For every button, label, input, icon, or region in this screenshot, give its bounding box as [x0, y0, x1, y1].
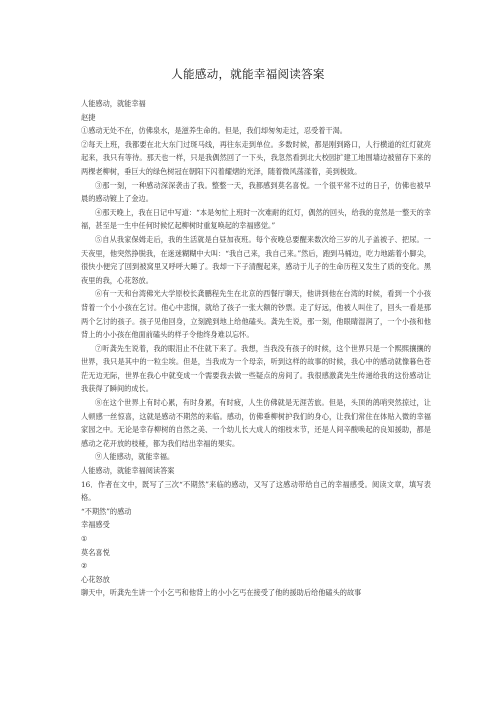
document-title: 人能感动，就能幸福阅读答案 — [171, 67, 325, 81]
paragraph: ①感动无处不在，仿佛泉水，是滋养生命的。但是，我们却匆匆走过，忍受着干渴。 — [81, 126, 347, 136]
paragraph: ⑦听龚先生说着，我的眼泪止不住就下来了。我想，当我没有孩子的时候，这个世界只是一个熙熙攘攘的世界，我只是其中的一粒尘埃。但是，当我成为一个母亲，听到这样的故事的时候，我心中的感动就像暮色苍茫无边无际，世界在我心中就变成一个需要我去做一些疑点的房间了。我很感激龚先生传递给我的这份感动让我获得了瞬间的成长。 — [81, 343, 431, 394]
paragraph: 莫名喜悦 — [81, 547, 110, 557]
document-body — [81, 97, 431, 600]
paragraph: 幸福感受 — [81, 520, 110, 530]
paragraph: ④那天晚上，我在日记中写道：“本是匆忙上班时一次难耐的红灯，偶然的回头，给我的竟然是一整天的幸福，甚至是一生中任何时候忆起柳树时重复唤起的幸福感觉。” — [81, 207, 431, 231]
paragraph: ② — [81, 561, 88, 571]
paragraph: 人能感动，就能幸福阅读答案 — [81, 466, 175, 476]
paragraph: 赵捷 — [81, 112, 96, 122]
paragraph: 16．作者在文中，既写了三次“不期然”来临的感动，又写了这感动带给自己的幸福感受。阅读文章，填写表格。 — [81, 479, 431, 503]
paragraph: 心花怒放 — [81, 574, 110, 584]
paragraph: ⑥有一天和台湾佛光大学原校长龚鹏程先生在北京的西餐厅聊天，他讲到他在台湾的时候，看到一个小孩背着一个小小孩在乞讨。他心中悲悯，就给了孩子一张大额的钞票。走了好远，他被人叫住了，回头一看是那两个乞讨的孩子。孩子见他回身，立刻跪到地上给他磕头。龚先生说，那一刻，他眼睛湿润了，一个小孩和他背上的小小孩在他面前磕头的样子令他终身难以忘怀。 — [81, 289, 431, 340]
paragraph: ②每天上班，我都要在北大东门过斑马线，再往东走到单位。多数时候，都是刚到路口，人行横道的红灯就亮起来，我只有等待。那天也一样，只是我偶然回了一下头，我忽然看到北大校园扩建工地围墙边被留存下来的两棵老柳树，垂巨大的绿色树冠在朝阳下闪着耀熠的光泽，随着微风荡漾着，美到极致。 — [81, 139, 431, 176]
paragraph: ⑨人能感动，就能幸福。 — [95, 452, 175, 462]
paragraph: 人能感动，就能幸福 — [81, 99, 146, 108]
paragraph: “不期然”的感动 — [81, 506, 132, 516]
paragraph: ③那一刻，一种感动深深袭击了我。整整一天，我都感到莫名喜悦。一个很平常不过的日子，仿佛也被早晨的感动镀上了金边。 — [81, 180, 431, 204]
paragraph: 聊天中，听龚先生讲一个小乞丐和他背上的小小乞丐在接受了他的援助后给他磕头的故事 — [81, 588, 362, 598]
paragraph: ① — [81, 534, 88, 543]
paragraph: ⑤自从我家保姆走后，我的生活就是白昼加夜班。每个夜晚总要醒来数次给三岁的儿子盖被子、把尿。一天夜里，他突然挣脱我，在迷迷糊糊中大叫：“我自己来，我自己来。”然后，跑到马桶边，吃力地踮着小脚尖，很快小便完了回到被窝里又呼呼大睡了。我却一下子清醒起来，感动于儿子的生命历程又发生了质的变化。黑夜里的我，心花怒放。 — [81, 234, 431, 285]
paragraph: ⑧在这个世界上有时心累，有时身累，有时疲，人生仿佛就是无涯苦旅。但是，头顶的鸽哨突然掠过，让人顿感一丝惊喜，这就是感动不期然的来临。感动，仿佛垂柳树护我们的身心，让我们常住在体贴入微的幸福家园之中。无论是幸存柳树的自然之美、一个幼儿长大成人的细枝末节，还是人间辛酸唤起的良知援助，都是感动之花开放的枝桠，都为我们结出幸福的果实。 — [81, 398, 431, 448]
